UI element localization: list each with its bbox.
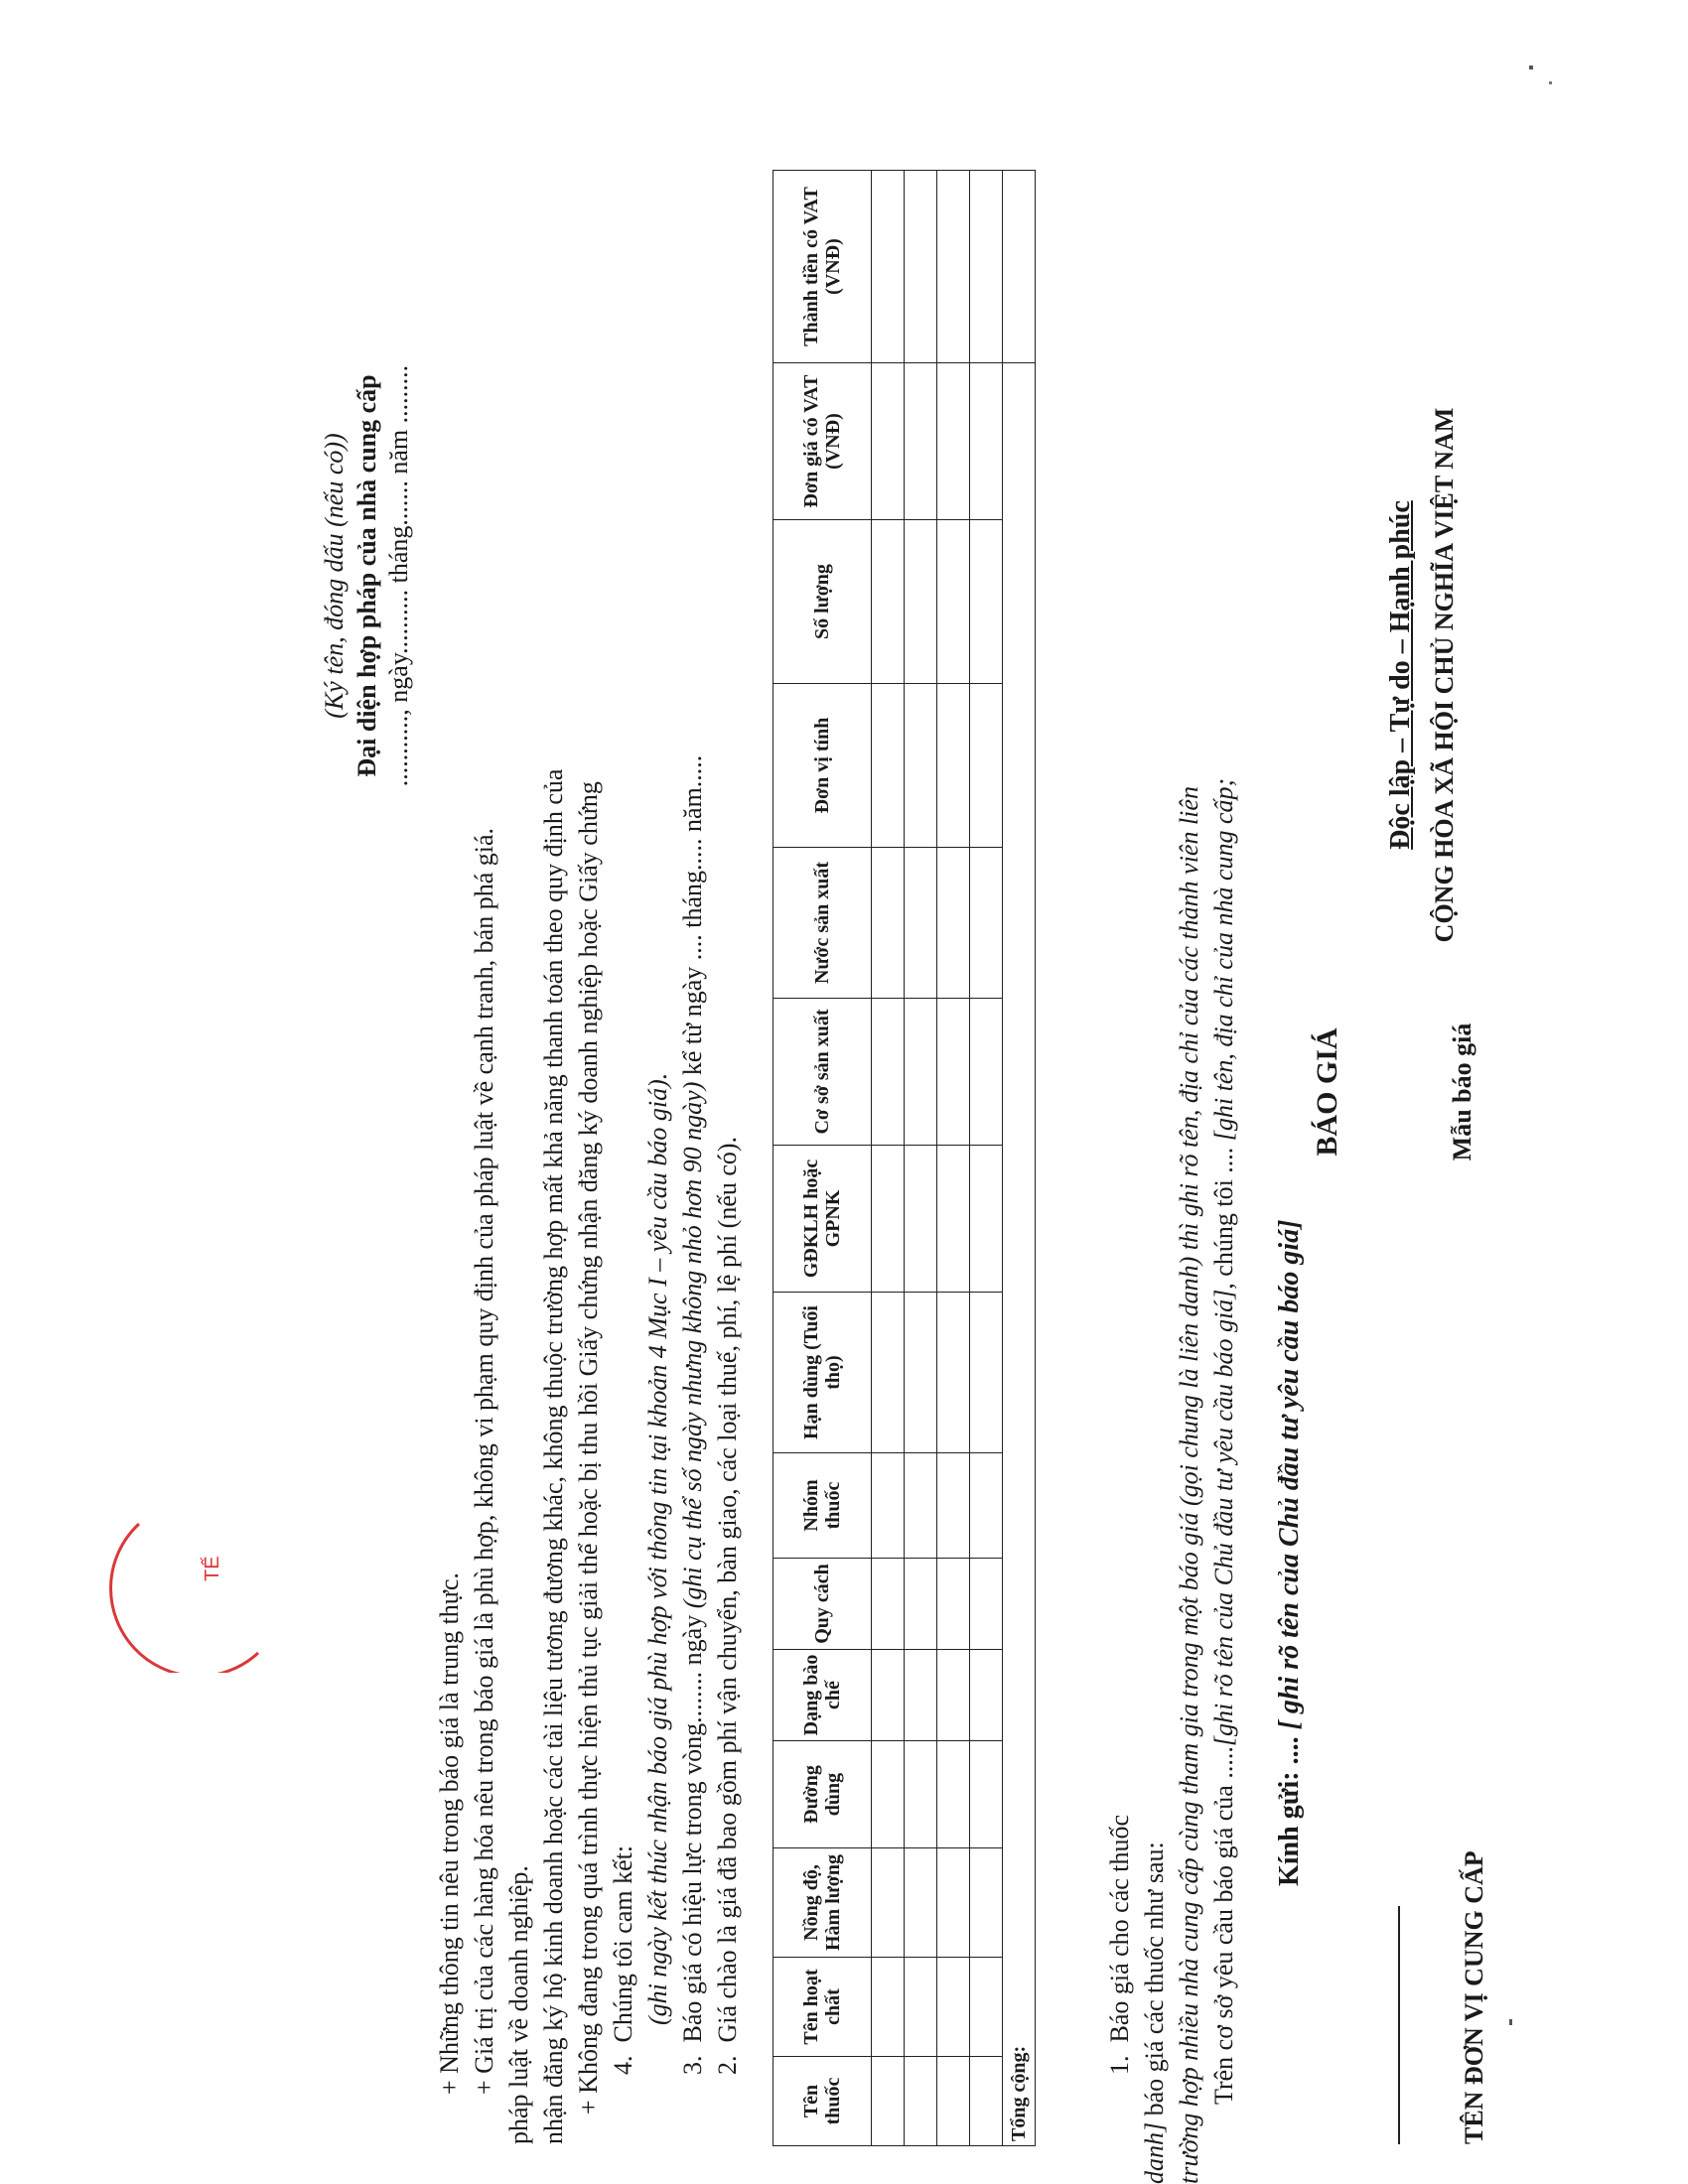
item-3 [678,755,708,2075]
table-header: Số lượng [774,520,872,684]
table-cell [937,848,970,999]
stamp-arc [109,1474,308,1673]
table-cell [970,999,1003,1146]
signature-note: (Ký tên, đóng dấu (nếu có)) [320,433,349,719]
intro-placeholder: [ghi tên, địa chỉ của nhà cung cấp; [1209,777,1238,1142]
table-cell [872,1848,905,1958]
table-cell [937,363,970,520]
item-text-italic: (ghi cụ thể số ngày nhưng không nhỏ hơn 90 ngày) [678,1081,707,1609]
table-cell [872,2057,905,2146]
table-cell [937,171,970,363]
table-row [970,171,1003,2146]
table-cell [970,363,1003,520]
table-cell [872,848,905,999]
table-cell [937,1146,970,1293]
table-cell [905,2057,937,2146]
table-cell [937,1453,970,1559]
table-cell [905,1293,937,1453]
table-cell [970,848,1003,999]
table-cell [937,1650,970,1741]
table-cell [937,1958,970,2057]
table-row [872,171,905,2146]
item-text: Báo giá có hiệu lực trong vòng........ ngày [678,1608,707,2043]
table-cell [905,684,937,848]
item-text: Giá chào là giá đã bao gồm phí vận chuyển, bàn giao, các loại thuế, phí, lệ phí (nếu có). [713,1136,742,2043]
recipient-placeholder: [ ghi rõ tên của Chủ đầu tư yêu cầu báo giá] [1274,1219,1305,1730]
table-cell [970,1293,1003,1453]
table-header: Nước sản xuất [774,848,872,999]
table-cell [970,520,1003,684]
table-cell [872,999,905,1146]
commitment-1b: nhận đăng ký hộ kinh doanh hoặc các tài liệu tương đương khác, không thuộc trường hợp mất khả năng thanh toán theo quy định của [539,768,568,2144]
intro-line-2: trường hợp nhiều nhà cung cấp cùng tham gia trong một báo giá (gọi chung là liên danh) thì ghi rõ tên, địa chỉ của các thành viên liên [1175,786,1203,2184]
national-motto: Độc lập – Tự do – Hạnh phúc [1385,500,1416,850]
signature-date-line: ..........., ngày.......... tháng....... năm ......... [384,364,413,787]
signature-role: Đại diện hợp pháp của nhà cung cấp [352,374,381,777]
table-cell [937,2057,970,2146]
table-header: GĐKLH hoặc GPNK [774,1146,872,1293]
table-cell [872,1650,905,1741]
stamp-fragment: TẾ [202,1556,223,1581]
table-cell [970,1453,1003,1559]
intro-text: báo giá các thuốc như sau: [1140,1842,1169,2122]
speck-mark [1529,66,1533,69]
recipient-prefix: Kính gửi: .... [1274,1729,1305,1886]
commitment-1a: + Không đang trong quá trình thực hiện thủ tục giải thể hoặc bị thu hồi Giấy chứng nhận đăng ký doanh nghiệp hoặc Giấy chứng [574,781,603,2115]
table-cell [970,1559,1003,1650]
item-3-note: (ghi ngày kết thúc nhận báo giá phù hợp với thông tin tại khoản 4 Mục I – yêu cầu báo giá). [643,1072,672,2025]
table-header-row [774,171,872,2146]
table-cell [937,520,970,684]
intro-line-1 [1209,778,1239,2105]
table-cell [970,1848,1003,1958]
table-cell [872,520,905,684]
table-header: Đường dùng [774,1741,872,1848]
table-cell [905,363,937,520]
supplier-unit-name: TÊN ĐƠN VỊ CUNG CẤP [1460,1850,1488,2144]
table-cell [937,1559,970,1650]
intro-line-3 [1140,1842,1170,2184]
table-cell [905,1650,937,1741]
document-title: BÁO GIÁ [1311,1027,1343,1157]
table-cell [905,1453,937,1559]
table-total-row [1003,171,1036,2146]
table-header: Nhóm thuốc [774,1453,872,1559]
commitment-1c: pháp luật về doanh nghiệp. [504,1865,533,2144]
form-title: Mẫu báo giá [1448,1023,1477,1161]
table-cell [970,171,1003,363]
table-header: Cơ sở sản xuất [774,999,872,1146]
table-cell [905,1741,937,1848]
speck-mark [1509,2019,1512,2025]
table-cell [905,999,937,1146]
table-cell [937,999,970,1146]
table-cell [905,1848,937,1958]
commitment-2: + Giá trị của các hàng hóa nêu trong báo giá là phù hợp, không vi phạm quy định của pháp luật về cạnh tranh, bán phá giá. [470,827,498,2095]
table-header: Tên thuốc [774,2057,872,2146]
intro-placeholder: [ghi rõ tên của Chủ đầu tư yêu cầu báo giá] [1209,1289,1238,1747]
table-cell [905,171,937,363]
table-header: Nồng độ, Hàm lượng [774,1848,872,1958]
item-number: 3. [678,2055,707,2075]
republic-heading: CỘNG HÒA XÃ HỘI CHỦ NGHĨA VIỆT NAM [1430,407,1459,943]
unit-underline [1398,1906,1400,2144]
speck-mark [1549,81,1552,84]
commitment-3: + Những thông tin nêu trong báo giá là trung thực. [435,1572,464,2095]
table-cell [970,2057,1003,2146]
item-number: 2. [713,2055,742,2075]
table-header: Thành tiền có VAT (VNĐ) [774,171,872,363]
item-text: Chúng tôi cam kết: [609,1844,637,2043]
table-header: Quy cách [774,1559,872,1650]
table-row [937,171,970,2146]
table-cell [872,1293,905,1453]
price-table [773,170,1036,2146]
recipient-line [1274,496,1306,1886]
table-header: Tên hoạt chất [774,1958,872,2057]
item-2 [713,1137,743,2075]
table-cell [872,1741,905,1848]
table-cell [937,1848,970,1958]
table-cell [905,848,937,999]
table-cell [872,1559,905,1650]
table-cell [905,1146,937,1293]
table-cell [937,1741,970,1848]
table-cell [872,1453,905,1559]
table-cell [970,1650,1003,1741]
intro-text: Trên cơ sở yêu cầu báo giá của ..... [1209,1746,1238,2105]
table-header: Hạn dùng (Tuổi thọ) [774,1293,872,1453]
total-label: Tổng cộng: [1003,363,1036,2146]
table-header: Đơn giá có VAT (VNĐ) [774,363,872,520]
table-header: Đơn vị tính [774,684,872,848]
table-cell [905,1559,937,1650]
table-cell [872,1146,905,1293]
table-cell [970,1146,1003,1293]
item-text: Báo giá cho các thuốc [1105,1814,1134,2043]
intro-placeholder: danh] [1140,2121,1169,2184]
item-text: kể từ ngày .... tháng..... năm..... [678,754,707,1082]
table-cell [970,1741,1003,1848]
intro-text: , chúng tôi .... [1209,1141,1238,1290]
table-cell [872,171,905,363]
red-stamp [109,1474,308,1673]
table-cell [905,1958,937,2057]
table-cell [872,684,905,848]
table-cell [937,684,970,848]
table-cell [872,1958,905,2057]
table-cell [970,684,1003,848]
item-number: 4. [609,2055,637,2075]
table-cell [905,520,937,684]
table-cell [970,1958,1003,2057]
table-cell [872,363,905,520]
item-number: 1. [1105,2055,1134,2075]
total-value-cell [1003,171,1036,363]
table-cell [937,1293,970,1453]
item-4 [609,1845,638,2075]
table-header: Dạng bào chế [774,1650,872,1741]
table-row [905,171,937,2146]
item-1 [1105,1815,1135,2075]
